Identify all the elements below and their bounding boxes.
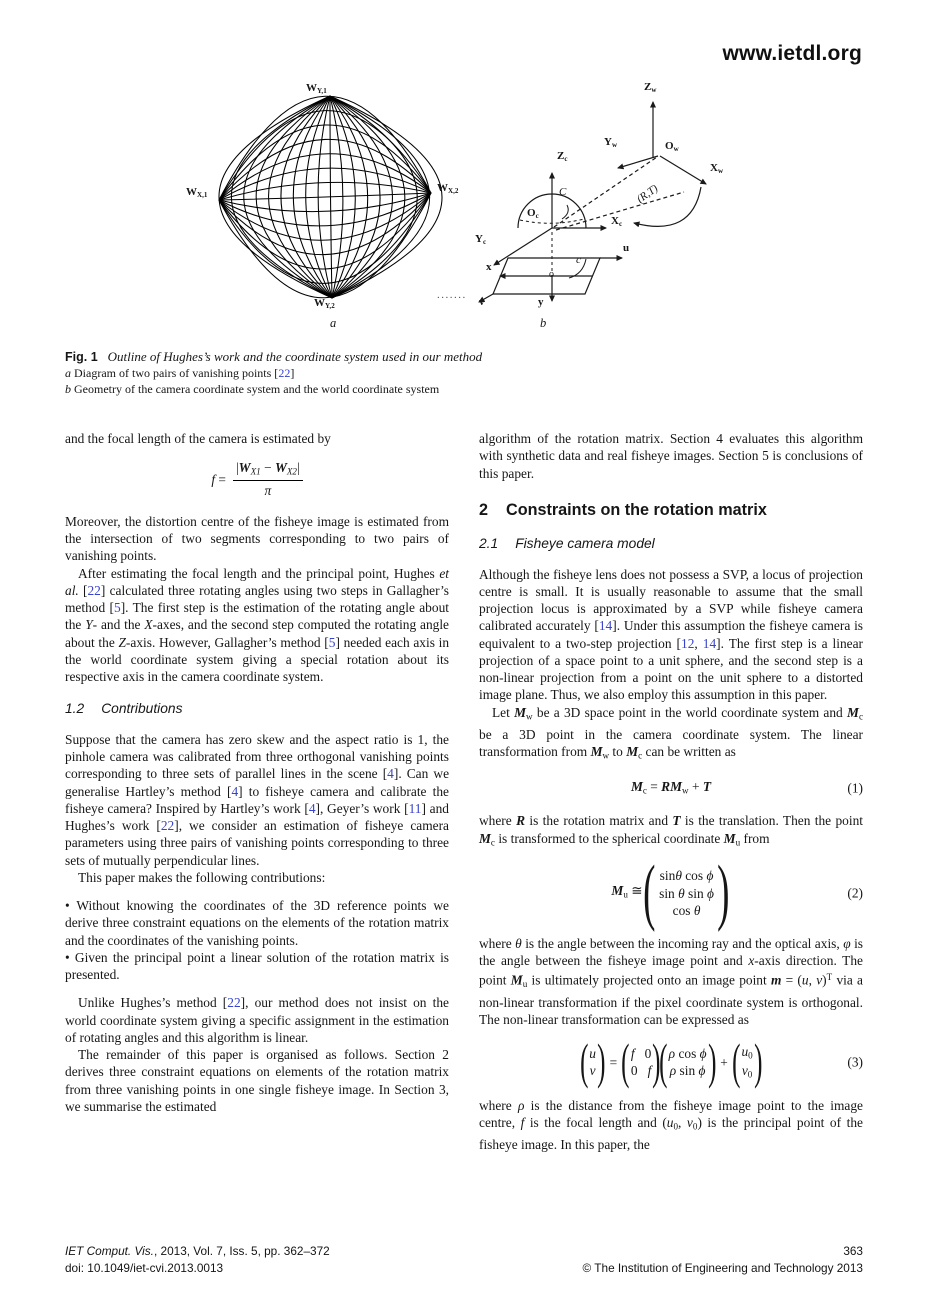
citation-link[interactable]: 5 (328, 634, 336, 650)
panel-a-letter: a (330, 316, 337, 330)
equation-number: (1) (847, 780, 863, 796)
axis-label-u: u (623, 242, 630, 254)
paragraph: and the focal length of the camera is estimated by (65, 431, 331, 446)
figure-b-coordinate-diagram (470, 86, 770, 321)
copyright: © The Institution of Engineering and Technology 2013 (582, 1260, 863, 1275)
body-columns (65, 430, 863, 1153)
doi: doi: 10.1049/iet-cvi.2013.0013 (65, 1260, 224, 1275)
figure-caption-line-a: a Diagram of two pairs of vanishing points [22] (65, 366, 295, 380)
transform-label-rt: (R,T) (634, 182, 661, 206)
section-heading-2: 2 Constraints on the rotation matrix (479, 500, 767, 519)
origin-label-ow: Ow (665, 140, 679, 153)
vector-rows: sinθ cos ϕ sin θ sin ϕ cos θ (659, 868, 714, 918)
footer-right (583, 1243, 863, 1276)
continuation-dots: ....... (437, 289, 467, 301)
sphere-point-label-c: C (559, 186, 567, 198)
citation-link[interactable]: 4 (308, 800, 316, 816)
figure-caption-line-b: b Geometry of the camera coordinate system and the world coordinate system (65, 381, 440, 396)
citation-link[interactable]: 14 (598, 618, 613, 634)
paragraph: This paper makes the following contributions: (78, 869, 326, 885)
axis-label-yw: Yw (604, 136, 618, 149)
figure-caption (65, 348, 855, 397)
panel-b-letter: b (540, 316, 547, 330)
citation-link[interactable]: 5 (113, 600, 121, 616)
footer-left (65, 1243, 330, 1276)
vanishing-point-label-top: WY,1 (306, 82, 327, 95)
figure-caption-tag: Fig. 1 (65, 350, 98, 364)
page-footer (65, 1243, 863, 1276)
citation-link[interactable]: 22 (227, 995, 241, 1011)
equation-number: (2) (847, 885, 863, 901)
bullet-item: • Given the principal point a linear solution of the rotation matrix is presented. (65, 949, 450, 983)
paragraph: where ρ is the distance from the fisheye image point to the image centre, f is the focal length and (u0, v0) is the principal point of the fisheye image. In this paper, the (479, 1097, 863, 1152)
axis-label-v: v (479, 296, 485, 308)
citation-link[interactable]: 4 (387, 766, 394, 782)
citation-link[interactable]: 14 (702, 635, 717, 651)
axis-label-yc: Yc (475, 233, 487, 246)
paragraph: where R is the rotation matrix and T is the translation. Then the point Mc is transformed to the spherical coordinate Mu from (479, 813, 864, 848)
citation-link[interactable]: 12 (681, 635, 695, 651)
citation-link[interactable]: 11 (408, 800, 422, 816)
paragraph: The remainder of this paper is organised as follows. Section 2 derives three constraint equations on elements of the rotation matrix from three vanishing points in one single fisheye image. In Section 3, we summarise the estimated (65, 1047, 449, 1114)
equation-focal-length: f = $\frac{|WX1 - WX2|}{\pi}$ (65, 460, 449, 500)
fraction: $\frac{|WX1 - WX2|}{\pi}$ (233, 460, 303, 500)
right-column (479, 430, 863, 1153)
site-logo[interactable]: www.ietdl.org (722, 42, 862, 65)
equation-1: Mc = RMw + T (1) (630, 778, 863, 796)
paragraph: Moreover, the distortion centre of the fisheye image is estimated from the intersection of two segments corresponding to two pairs of vanishing points. (65, 513, 449, 564)
figure-caption-title: Outline of Hughes’s work and the coordinate system used in our method (107, 349, 483, 364)
axis-label-zw: Zw (644, 81, 657, 94)
equation-2: Mu ≅ ( sinθ cos ϕ sin θ sin ϕ cos θ ) (2) (611, 851, 863, 934)
paragraph: Let Mw be a 3D space point in the world coordinate system and Mc be a 3D point in the camera coordinate system. The linear transformation from Mw to Mc can be written as (479, 704, 863, 761)
bullet-item: • Without knowing the coordinates of the 3D reference points we derive three constraint equations on the elements of the rotation matrix and the coordinates of the vanishing points. (65, 898, 449, 948)
figure-a-vanishing-points-plot (205, 86, 445, 316)
figure-1 (0, 80, 925, 345)
axis-label-zc: Zc (557, 150, 568, 163)
paragraph: Unlike Hughes’s method [22], our method does not insist on the world coordinate system giving a specific assignment in the estimation of rotating angles and this algorithm is linear. (65, 995, 449, 1045)
vanishing-point-label-right: WX,2 (437, 182, 459, 195)
vanishing-point-label-bottom: WY,2 (314, 297, 335, 310)
subsection-heading-2-1: 2.1 Fisheye camera model (479, 536, 655, 552)
paragraph: After estimating the focal length and the principal point, Hughes et al. [22] calculated three rotating angles using two steps in Gallagher’s method [5]. The first step is the estimation of the rotating angle about the Y- and the X-axes, and the second step computed the rotating angle about the Z-axis. However, Gallagher’s method [5] needed each axis in the world coordinate system giving a special rotation about its respective axis in the camera coordinate system. (65, 565, 450, 685)
citation-link[interactable]: 22 (278, 366, 291, 380)
axis-label-xc: Xc (611, 215, 623, 228)
citation-link[interactable]: 4 (231, 783, 239, 799)
axis-label-x: x (486, 261, 492, 273)
origin-label-oc: Oc (527, 207, 539, 220)
subsection-heading-1-2: 1.2 Contributions (65, 701, 183, 717)
curve-label-c: c (576, 254, 581, 266)
origin-label-o: o (549, 269, 554, 280)
axis-label-xw: Xw (710, 162, 724, 175)
equation-3: ( u v ) = ( f 0 0 f ) ( ρ cos ϕ ρ sin ϕ ) + ( u0 v0 ) (3) (579, 1033, 863, 1090)
journal-citation: IET Comput. Vis., 2013, Vol. 7, Iss. 5, pp. 362–372 (65, 1244, 330, 1258)
paragraph: where θ is the angle between the incoming ray and the optical axis, φ is the angle between the fisheye image point and x-axis direction. The point Mu is ultimately projected onto an image point m = (u, v)$^T$ via a non-linear transformation if the pixel coordinate system is orthogonal. The non-linear transformation can be expressed as (479, 935, 863, 1027)
page-number: 363 (843, 1244, 863, 1258)
axis-label-y: y (538, 296, 544, 308)
paragraph: algorithm of the rotation matrix. Section 4 evaluates this algorithm with synthetic data and real fisheye images. Section 5 is conclusions of this paper. (479, 431, 863, 481)
paragraph: Suppose that the camera has zero skew and the aspect ratio is 1, the pinhole camera was calibrated from three orthogonal vanishing points corresponding to three sets of parallel lines in the scene [4]. Can we generalise Hartley’s method [4] to fisheye camera and calibrate the fisheye camera? Inspired by Hartley’s work [4], Geyer’s work [11] and Hughes’s work [22], we consider an estimation of fisheye camera parameters using three pairs of vanishing points corresponding to three sets of mutually perpendicular lines. (65, 731, 450, 868)
citation-link[interactable]: 22 (87, 582, 101, 598)
left-column (65, 430, 449, 1153)
equation-number: (3) (847, 1054, 863, 1070)
citation-link[interactable]: 22 (160, 818, 175, 834)
vanishing-point-label-left: WX,1 (186, 186, 208, 199)
paragraph: Although the fisheye lens does not possess a SVP, a locus of projection centre is small. It is usually reasonable to assume that the small projection locus is approximated by a SVP while fisheye camera calibrated accurately [14]. Under this assumption the fisheye camera is equivalent to a two-step projection [12, 14]. The first step is a linear projection of a space point to a unit sphere, and the second step is a non-linear projection from a point on the unit sphere to a distorted image plane. Thus, we also employ this assumption in this paper. (479, 566, 864, 703)
